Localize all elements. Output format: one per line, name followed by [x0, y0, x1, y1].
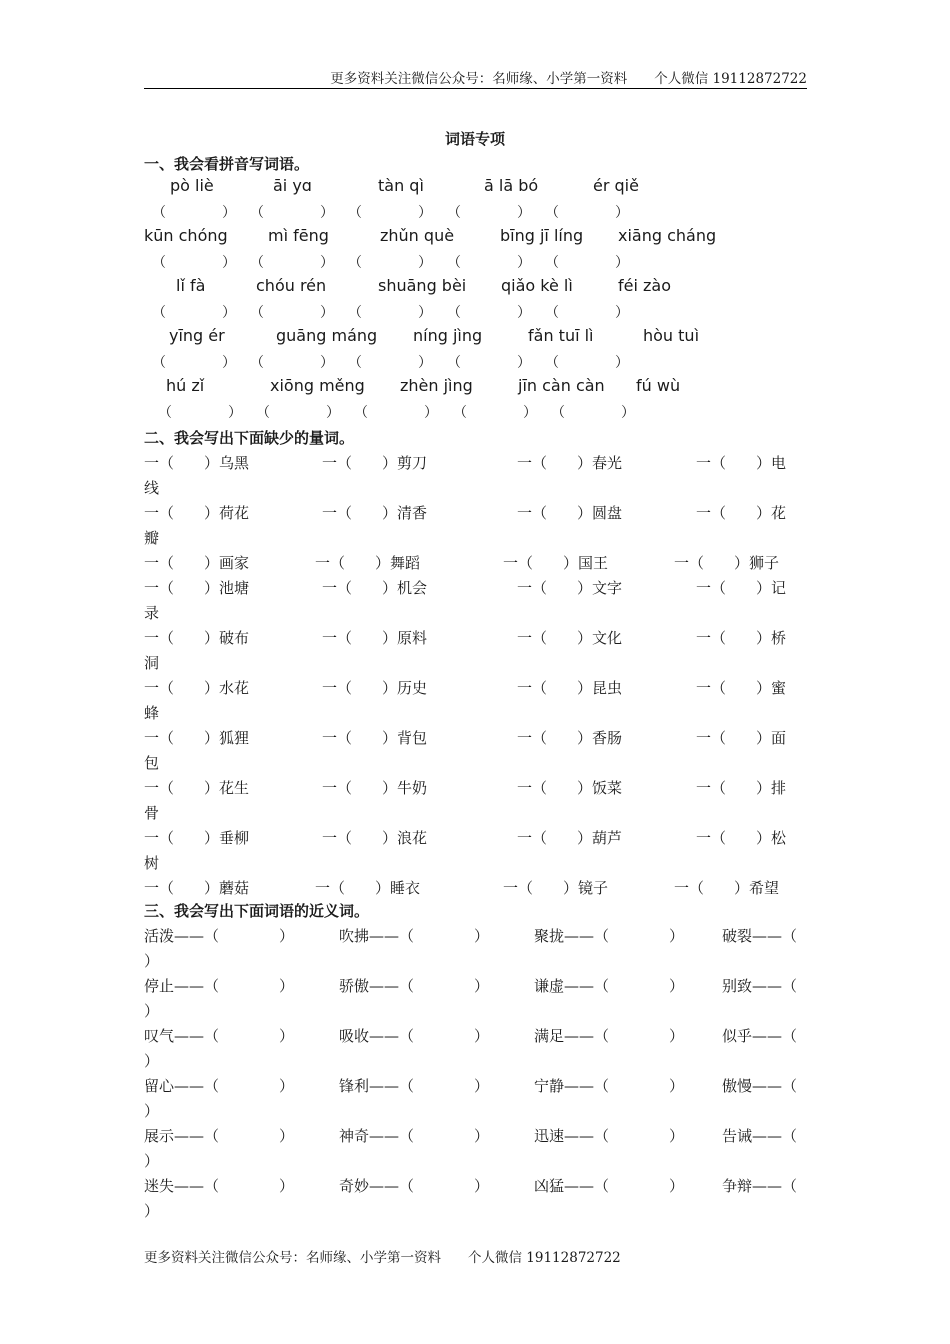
synonym-item: 迅速——（ ）: [534, 1127, 685, 1145]
page-title: 词语专项: [444, 130, 505, 148]
pinyin-prompt: fǎn tuī lì: [528, 326, 594, 345]
synonym-item: 凶猛——（ ）: [534, 1177, 685, 1195]
measure-word-wrap: 瓣: [144, 529, 160, 547]
section1-heading: 一、我会看拼音写词语。: [144, 155, 310, 173]
measure-word-wrap: 蜂: [144, 704, 160, 722]
measure-word-wrap: 包: [144, 754, 160, 772]
answer-blank: （ ）: [545, 305, 629, 321]
pinyin-prompt: zhèn jìng: [400, 376, 473, 395]
synonym-item: 吹拂——（ ）: [339, 927, 490, 945]
synonym-item: 别致——（: [722, 977, 798, 995]
pinyin-prompt: āi yɑ: [273, 176, 312, 195]
synonym-item: 傲慢——（: [722, 1077, 798, 1095]
synonym-item: 迷失——（ ）: [144, 1177, 295, 1195]
synonym-item: 聚拢——（ ）: [534, 927, 685, 945]
answer-blank: （ ）: [256, 405, 340, 421]
pinyin-prompt: guāng máng: [276, 326, 378, 345]
measure-word-item: 一（ ）历史: [322, 679, 428, 697]
measure-word-wrap: 洞: [144, 654, 160, 672]
measure-word-item: 一（ ）清香: [322, 504, 428, 522]
answer-blank: （ ）: [545, 205, 629, 221]
synonym-wrap: ）: [144, 952, 160, 970]
measure-word-item: 一（ ）舞蹈: [315, 554, 421, 572]
answer-blank: （ ）: [447, 305, 531, 321]
synonym-item: 似乎——（: [722, 1027, 798, 1045]
synonym-item: 锋利——（ ）: [339, 1077, 490, 1095]
measure-word-item: 一（ ）机会: [322, 579, 428, 597]
answer-blank: （ ）: [250, 355, 334, 371]
synonym-item: 吸收——（ ）: [339, 1027, 490, 1045]
measure-word-item: 一（ ）圆盘: [517, 504, 623, 522]
synonym-item: 骄傲——（ ）: [339, 977, 490, 995]
answer-blank: （ ）: [447, 355, 531, 371]
pinyin-prompt: xiāng cháng: [618, 226, 717, 245]
measure-word-item: 一（ ）蘑菇: [144, 879, 250, 897]
answer-blank: （ ）: [152, 205, 236, 221]
measure-word-wrap: 线: [144, 479, 160, 497]
pinyin-prompt: kūn chóng: [144, 226, 228, 245]
measure-word-wrap: 树: [144, 854, 160, 872]
measure-word-item: 一（ ）狮子: [674, 554, 780, 572]
pinyin-prompt: féi zào: [618, 276, 671, 295]
synonym-item: 宁静——（ ）: [534, 1077, 685, 1095]
answer-blank: （ ）: [250, 305, 334, 321]
synonym-wrap: ）: [144, 1052, 160, 1070]
measure-word-item: 一（ ）松: [696, 829, 787, 847]
pinyin-prompt: ā lā bó: [484, 176, 539, 195]
measure-word-item: 一（ ）睡衣: [315, 879, 421, 897]
pinyin-prompt: bīng jī líng: [500, 226, 584, 245]
synonym-wrap: ）: [144, 1102, 160, 1120]
synonym-wrap: ）: [144, 1152, 160, 1170]
section3-heading: 三、我会写出下面词语的近义词。: [144, 902, 370, 920]
page-footer: 更多资料关注微信公众号：名师缘、小学第一资料 个人微信 19112872722: [144, 1250, 621, 1266]
measure-word-item: 一（ ）画家: [144, 554, 250, 572]
synonym-item: 停止——（ ）: [144, 977, 295, 995]
synonym-item: 活泼——（ ）: [144, 927, 295, 945]
measure-word-item: 一（ ）排: [696, 779, 787, 797]
page-header: [144, 66, 807, 89]
measure-word-item: 一（ ）蜜: [696, 679, 787, 697]
measure-word-item: 一（ ）电: [696, 454, 787, 472]
pinyin-prompt: xiōng měng: [270, 376, 365, 395]
measure-word-item: 一（ ）花: [696, 504, 787, 522]
pinyin-prompt: zhǔn què: [380, 226, 455, 245]
pinyin-prompt: jīn càn càn: [518, 376, 605, 395]
synonym-item: 争辩——（: [722, 1177, 798, 1195]
answer-blank: （ ）: [250, 205, 334, 221]
measure-word-item: 一（ ）池塘: [144, 579, 250, 597]
synonym-item: 破裂——（: [722, 927, 798, 945]
synonym-wrap: ）: [144, 1202, 160, 1220]
pinyin-prompt: mì fēng: [268, 226, 329, 245]
answer-blank: （ ）: [447, 205, 531, 221]
synonym-item: 谦虚——（ ）: [534, 977, 685, 995]
answer-blank: （ ）: [348, 205, 432, 221]
measure-word-item: 一（ ）葫芦: [517, 829, 623, 847]
pinyin-prompt: pò liè: [170, 176, 214, 195]
answer-blank: （ ）: [250, 255, 334, 271]
measure-word-item: 一（ ）镜子: [503, 879, 609, 897]
answer-blank: （ ）: [453, 405, 537, 421]
synonym-item: 神奇——（ ）: [339, 1127, 490, 1145]
measure-word-item: 一（ ）水花: [144, 679, 250, 697]
pinyin-prompt: níng jìng: [413, 326, 483, 345]
answer-blank: （ ）: [348, 305, 432, 321]
pinyin-prompt: hú zǐ: [166, 376, 205, 395]
measure-word-item: 一（ ）剪刀: [322, 454, 428, 472]
measure-word-item: 一（ ）原料: [322, 629, 428, 647]
synonym-item: 留心——（ ）: [144, 1077, 295, 1095]
pinyin-prompt: lǐ fà: [176, 276, 206, 295]
measure-word-item: 一（ ）文化: [517, 629, 623, 647]
answer-blank: （ ）: [447, 255, 531, 271]
measure-word-item: 一（ ）香肠: [517, 729, 623, 747]
answer-blank: （ ）: [158, 405, 242, 421]
measure-word-item: 一（ ）饭菜: [517, 779, 623, 797]
measure-word-item: 一（ ）牛奶: [322, 779, 428, 797]
measure-word-item: 一（ ）乌黑: [144, 454, 250, 472]
answer-blank: （ ）: [551, 405, 635, 421]
measure-word-item: 一（ ）文字: [517, 579, 623, 597]
measure-word-item: 一（ ）春光: [517, 454, 623, 472]
measure-word-item: 一（ ）记: [696, 579, 787, 597]
header-text: 更多资料关注微信公众号：名师缘、小学第一资料 个人微信 19112872722: [330, 71, 807, 87]
answer-blank: （ ）: [545, 355, 629, 371]
pinyin-prompt: yīng ér: [169, 326, 225, 345]
answer-blank: （ ）: [348, 255, 432, 271]
section2-heading: 二、我会写出下面缺少的量词。: [144, 429, 355, 447]
pinyin-prompt: hòu tuì: [643, 326, 700, 345]
answer-blank: （ ）: [354, 405, 438, 421]
synonym-wrap: ）: [144, 1002, 160, 1020]
measure-word-item: 一（ ）垂柳: [144, 829, 250, 847]
measure-word-wrap: 骨: [144, 804, 160, 822]
pinyin-prompt: tàn qì: [378, 176, 424, 195]
answer-blank: （ ）: [348, 355, 432, 371]
measure-word-item: 一（ ）破布: [144, 629, 250, 647]
pinyin-prompt: fú wù: [636, 376, 681, 395]
pinyin-prompt: qiǎo kè lì: [501, 276, 573, 295]
pinyin-prompt: ér qiě: [593, 176, 639, 195]
measure-word-item: 一（ ）狐狸: [144, 729, 250, 747]
measure-word-item: 一（ ）桥: [696, 629, 787, 647]
answer-blank: （ ）: [152, 255, 236, 271]
measure-word-item: 一（ ）荷花: [144, 504, 250, 522]
synonym-item: 告诫——（: [722, 1127, 798, 1145]
pinyin-prompt: chóu rén: [256, 276, 327, 295]
pinyin-prompt: shuāng bèi: [378, 276, 467, 295]
measure-word-item: 一（ ）背包: [322, 729, 428, 747]
measure-word-item: 一（ ）希望: [674, 879, 780, 897]
answer-blank: （ ）: [152, 355, 236, 371]
answer-blank: （ ）: [152, 305, 236, 321]
measure-word-item: 一（ ）昆虫: [517, 679, 623, 697]
measure-word-item: 一（ ）国王: [503, 554, 609, 572]
answer-blank: （ ）: [545, 255, 629, 271]
measure-word-item: 一（ ）花生: [144, 779, 250, 797]
measure-word-wrap: 录: [144, 604, 160, 622]
measure-word-item: 一（ ）面: [696, 729, 787, 747]
measure-word-item: 一（ ）浪花: [322, 829, 428, 847]
synonym-item: 展示——（ ）: [144, 1127, 295, 1145]
synonym-item: 满足——（ ）: [534, 1027, 685, 1045]
synonym-item: 奇妙——（ ）: [339, 1177, 490, 1195]
synonym-item: 叹气——（ ）: [144, 1027, 295, 1045]
